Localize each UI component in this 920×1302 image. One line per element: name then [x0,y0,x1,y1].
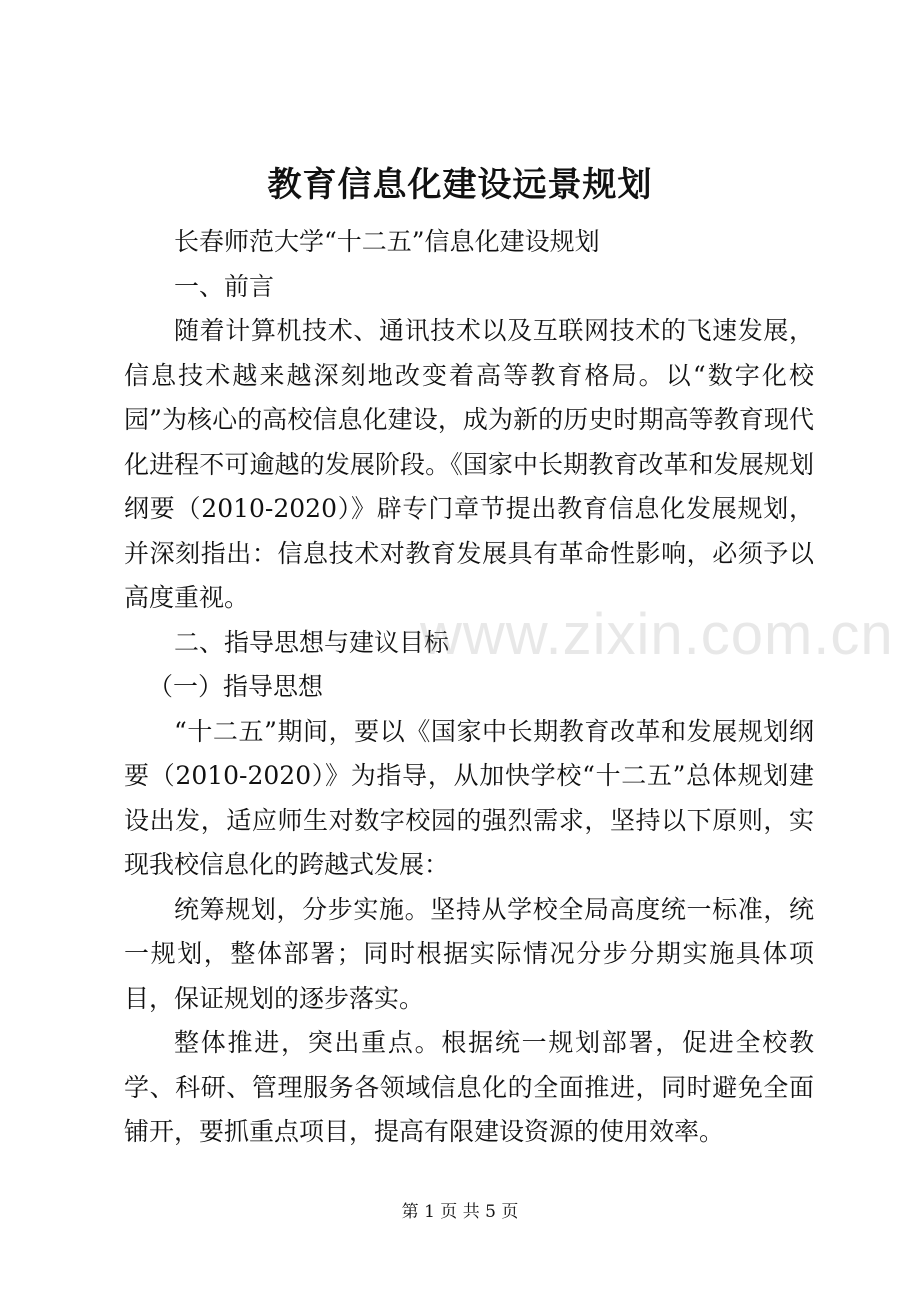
paragraph-principle-planning: 统筹规划，分步实施。坚持从学校全局高度统一标准，统一规划，整体部署；同时根据实际情况分步分期实施具体项目，保证规划的逐步落实。 [124,894,814,1013]
heading-preface: 一、前言 [174,271,275,301]
subheading-guiding-ideology: （一）指导思想 [148,672,324,701]
paragraph-subtitle: 长春师范大学“十二五”信息化建设规划 [174,227,600,256]
paragraph-preface-body: 随着计算机技术、通讯技术以及互联网技术的飞速发展，信息技术越来越深刻地改变着高等教育格局。以“数字化校园”为核心的高校信息化建设，成为新的历史时期高等教育现代化进程不可逾越的发展阶段。《国家中长期教育改革和发展规划纲要（2010-2020）》辟专门章节提出教育信息化发展规划，并深刻指出：信息技术对教育发展具有革命性影响，必须予以高度重视。 [124,316,814,612]
heading-guiding-ideology-and-goals: 二、指导思想与建议目标 [174,627,450,657]
watermark: www.zixin.com.cn [420,602,894,667]
paragraph-ideology-body: “十二五”期间，要以《国家中长期教育改革和发展规划纲要（2010-2020）》为指导，从加快学校“十二五”总体规划建设出发，适应师生对数字校园的强烈需求，坚持以下原则，实现我校信息化的跨越式发展： [124,716,814,879]
document-body [124,220,814,1155]
page-footer: 第 1 页 共 5 页 [401,1202,519,1222]
document-title: 教育信息化建设远景规划 [267,165,653,205]
paragraph-principle-focus: 整体推进，突出重点。根据统一规划部署，促进全校教学、科研、管理服务各领域信息化的全面推进，同时避免全面铺开，要抓重点项目，提高有限建设资源的使用效率。 [124,1028,814,1146]
